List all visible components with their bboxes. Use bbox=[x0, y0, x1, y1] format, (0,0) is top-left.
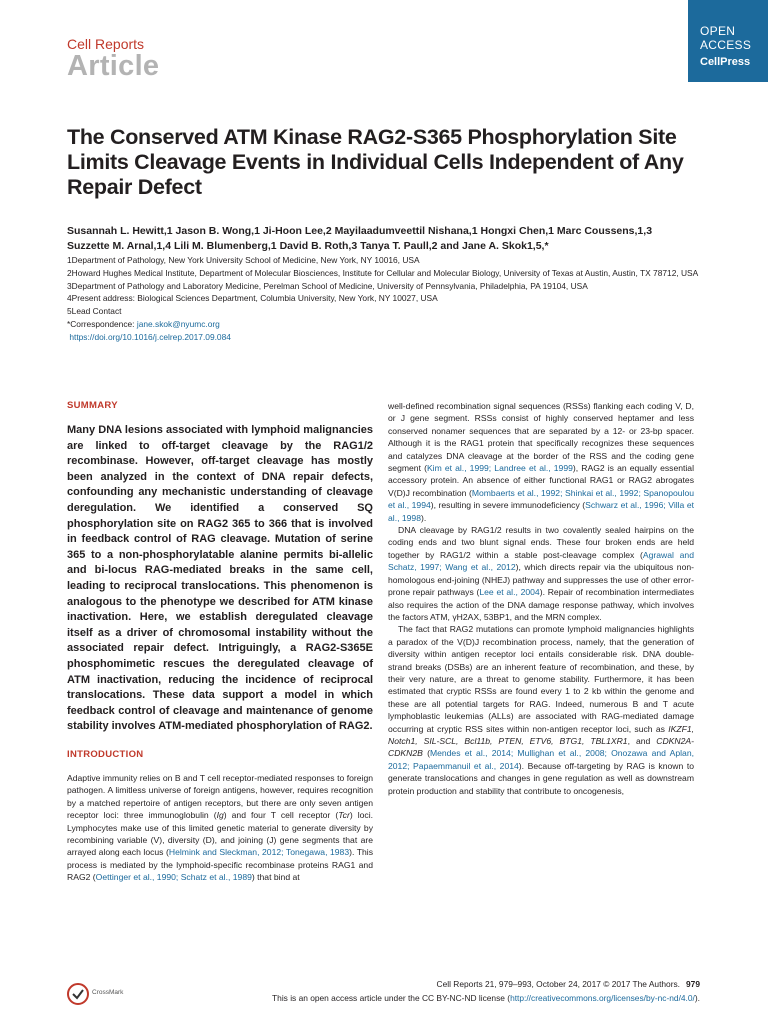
cellpress-logo: CellPress bbox=[700, 56, 751, 68]
correspondence-label: *Correspondence: bbox=[67, 318, 137, 329]
left-column bbox=[67, 400, 373, 884]
summary-text: Many DNA lesions associated with lymphoid malignancies are linked to off-target cleavage by the RAG1/2 recombinase. However, off-target cleavage has mostly been analyzed in the context of DNA repair defects, confounding any mechanistic understanding of cleavage deregulation. We identified a conserved SQ phosphorylation site on RAG2 365 to 366 that is involved in feedback control of RAG cleavage. Mutation of serine 365 to a non-phosphorylatable alanine permits bi-allelic and bi-locus RAG-mediated breaks in the same cell, leading to reciprocal translocations. This phenomenon is analogous to the phenotype we described for ATM kinase inactivation. Here, we establish deregulated cleavage itself as a driver of chromosomal instability without the associated repair defect. Intriguingly, a RAG2-S365E phosphomimetic rescues the deregulated cleavage of ATM inactivation, reducing the incidence of reciprocal translocations. These data support a model in which feedback control of cleavage and maintenance of genome stability involves ATM-mediated phosphorylation of RAG2. bbox=[67, 424, 373, 733]
reference-link[interactable]: Kim et al., 1999; Landree et al., 1999 bbox=[426, 463, 573, 474]
reference-link[interactable]: Lee et al., 2004 bbox=[479, 587, 540, 598]
right-column bbox=[388, 400, 694, 797]
reference-link[interactable]: Mombaerts et al., 1992; Shinkai et al., 1992; Spanopoulou et al., 1994 bbox=[388, 487, 694, 511]
affiliation-5: 5Lead Contact bbox=[67, 306, 122, 317]
doi-line bbox=[67, 331, 707, 344]
body-paragraph: well-defined recombination signal sequences (RSSs) flanking each coding V, D, or J gene segment. RSSs consist of highly conserved heptamer and less conserved nonamer sequences that are separated by a 12- or 23-bp spacer. Although it is the RAG1 protein that specifically recognizes these sequences and catalyzes DNA cleavage at the border of the RSS and the coding gene segment (Kim et al., 1999; Landree et al., 1999), RAG2 is an equally essential accessory protein. An absence of either functional RAG1 or RAG2 abrogates V(D)J recombination (Mombaerts et al., 1992; Shinkai et al., 1992; Spanopoulou et al., 1994), resulting in severe immunodeficiency (Schwarz et al., 1996; Villa et al., 1998). bbox=[388, 401, 694, 523]
footer-citation: Cell Reports 21, 979–993, October 24, 2017 © 2017 The Authors. 979 bbox=[436, 979, 700, 989]
reference-link[interactable]: Agrawal and Schatz, 1997; Wang et al., 2012 bbox=[388, 549, 694, 573]
badge-line-access: ACCESS bbox=[700, 38, 752, 52]
affiliation-3: 3Department of Pathology and Laboratory Medicine, Perelman School of Medicine, University of Pennsylvania, Philadelphia, PA 19104, USA bbox=[67, 280, 588, 291]
crossmark-logo[interactable] bbox=[67, 983, 127, 1007]
license-link[interactable]: http://creativecommons.org/licenses/by-nc-nd/4.0/ bbox=[510, 993, 695, 1003]
summary-heading: SUMMARY bbox=[67, 400, 118, 411]
body-paragraph: The fact that RAG2 mutations can promote lymphoid malignancies highlights a paradox of the V(D)J recombination process, namely, that the generation of diversity within antigen receptor loci entails considerable risk. DNA double-strand breaks (DSBs) are an inherent feature of recombination, and these, by their very nature, are a threat to genome stability. Furthermore, it has been estimated that cryptic RSSs are found every 1 to 2 kb within the genome and these are all potential targets for RAG. Indeed, numerous B and T acute lymphoblastic leukemias (ALLs) are associated with RAG-mediated damage occurring at cryptic RSS sites within non-antigen receptor loci, such as IKZF1, Notch1, SIL-SCL, Bcl11b, PTEN, ETV6, BTG1, TBL1XR1, and CDKN2A-CDKN2B (Mendes et al., 2014; Mullighan et al., 2008; Onozawa and Aplan, 2012; Papaemmanuil et al., 2014). Because off-targeting by RAG is known to generate translocations and changes in gene regulation as well as downstream protein production and stability that contribute to oncogenesis, bbox=[388, 624, 695, 796]
affiliation-1: 1Department of Pathology, New York University School of Medicine, New York, NY 10016, USA bbox=[67, 255, 420, 265]
affiliation-4: 4Present address: Biological Sciences Department, Columbia University, New York, NY 10027, USA bbox=[67, 293, 438, 304]
reference-link[interactable]: Helmink and Sleckman, 2012; Tonegawa, 1983 bbox=[168, 847, 350, 858]
doi-link[interactable]: https://doi.org/10.1016/j.celrep.2017.09.084 bbox=[69, 331, 231, 342]
affiliation-2: 2Howard Hughes Medical Institute, Department of Molecular Biosciences, Institute for Cellular and Molecular Biology, University of Texas at Austin, Austin, TX 78712, USA bbox=[67, 267, 699, 278]
reference-link[interactable]: Schwarz et al., 1996; Villa et al., 1998 bbox=[388, 500, 694, 523]
crossmark-icon bbox=[67, 983, 89, 1005]
journal-name: Cell Reports bbox=[67, 36, 145, 52]
affiliations bbox=[67, 254, 707, 344]
intro-paragraph: Adaptive immunity relies on B and T cell receptor-mediated responses to foreign pathogen. A limitless universe of foreign antigens, however, requires recognition by a matched repertoire of antigen receptors, but there are only seven antigen receptor loci: three immunoglobulin (Ig) and four T cell receptor (Tcr) loci. Lymphocytes make use of this limited genetic material to generate diversity by recombining variable (V), diversity (D), and joining (J) gene segments that are arrayed along each locus (Helmink and Sleckman, 2012; Tonegawa, 1983). This process is mediated by the lymphoid-specific recombinase proteins RAG1 and RAG2 (Oettinger et al., 1990; Schatz et al., 1989) that bind at bbox=[67, 772, 373, 883]
correspondence bbox=[67, 318, 707, 331]
crossmark-label: CrossMark bbox=[92, 989, 124, 996]
introduction-heading: INTRODUCTION bbox=[67, 748, 144, 760]
article-type: Article bbox=[67, 50, 160, 82]
reference-link[interactable]: Mendes et al., 2014; Mullighan et al., 2008; Onozawa and Aplan, 2012; Papaemmanuil et al., 2014 bbox=[388, 748, 695, 771]
badge-line-open: OPEN bbox=[700, 24, 736, 38]
reference-link[interactable]: Oettinger et al., 1990; Schatz et al., 1989 bbox=[95, 872, 252, 883]
body-paragraph: DNA cleavage by RAG1/2 results in two covalently sealed hairpins on the coding ends and two blunt signal ends. These four broken ends are held together by RAG1/2 within a stable post-cleavage complex (Agrawal and Schatz, 1997; Wang et al., 2012), which directs repair via the ubiquitous non-homologous end-joining (NHEJ) pathway and suppresses the use of other error-prone repair pathways (Lee et al., 2004). Repair of recombination intermediates also requires the action of the DNA damage response pathway, which involves the factors ATM, γH2AX, 53BP1, and the MRN complex. bbox=[388, 525, 695, 622]
footer-license: This is an open access article under the CC BY-NC-ND license (http://creativecommons.org/licenses/by-nc-nd/4.0/). bbox=[272, 993, 700, 1003]
open-access-badge[interactable] bbox=[688, 0, 768, 82]
introduction-text bbox=[67, 772, 373, 884]
author-list: Susannah L. Hewitt,1 Jason B. Wong,1 Ji-Hoon Lee,2 Mayilaadumveettil Nishana,1 Hongxi Chen,1 Marc Coussens,1,3 Suzzette M. Arnal,1,4 Lili M. Blumenberg,1 David B. Roth,3 Tanya T. Paull,2 and Jane A. Skok1,5,* bbox=[67, 225, 653, 252]
email-link[interactable]: jane.skok@nyumc.org bbox=[136, 318, 220, 329]
page-number: 979 bbox=[686, 979, 700, 989]
article-title: The Conserved ATM Kinase RAG2-S365 Phosphorylation Site Limits Cleavage Events in Individual Cells Independent of Any Repair Defect bbox=[67, 125, 684, 199]
